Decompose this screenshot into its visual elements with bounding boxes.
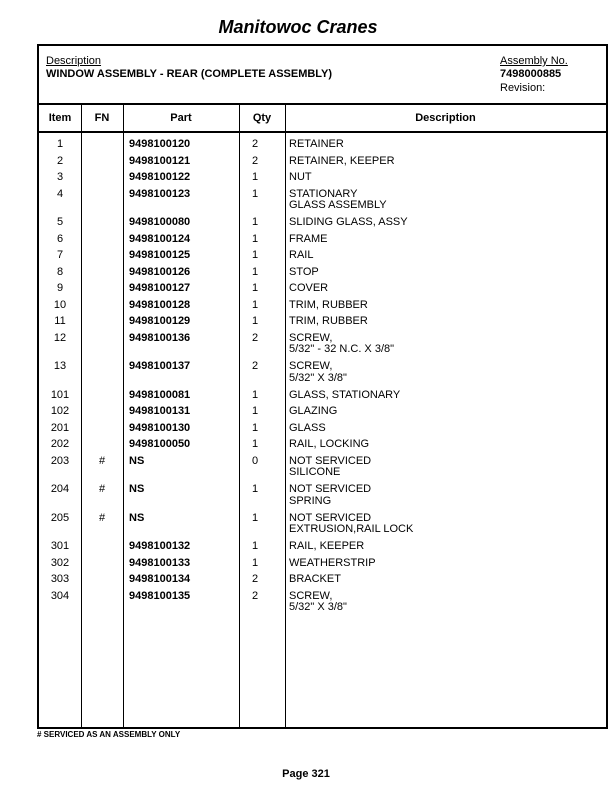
quantity: 1 — [251, 388, 259, 401]
part-number: 9498100129 — [129, 315, 191, 327]
part-description: STOP — [289, 265, 319, 278]
parts-table-body — [39, 139, 606, 619]
quantity: 2 — [251, 331, 259, 344]
fn-mark: # — [98, 483, 106, 495]
part-number: 9498100135 — [129, 589, 191, 602]
table-row — [39, 406, 606, 423]
part-description: GLASS — [289, 421, 326, 434]
assembly-header — [39, 46, 606, 105]
part-number: NS — [129, 483, 145, 495]
table-row — [39, 456, 606, 485]
part-description-line2: 5/32" - 32 N.C. X 3/8" — [289, 343, 395, 355]
column-header-part: Part — [170, 112, 192, 124]
item-number: 204 — [50, 483, 70, 495]
quantity: 1 — [251, 421, 259, 434]
item-number: 201 — [50, 421, 70, 434]
quantity: 2 — [251, 573, 259, 585]
quantity: 1 — [251, 265, 259, 278]
part-description: SCREW, — [289, 331, 333, 344]
part-number: 9498100081 — [129, 388, 191, 401]
item-number: 4 — [56, 187, 64, 200]
table-row — [39, 513, 606, 542]
part-description: FRAME — [289, 232, 328, 245]
part-number: 9498100132 — [129, 540, 191, 552]
quantity: 2 — [251, 360, 259, 372]
quantity: 1 — [251, 298, 259, 311]
part-number: 9498100124 — [129, 232, 191, 245]
part-number: 9498100133 — [129, 556, 191, 569]
item-number: 5 — [56, 216, 64, 228]
item-number: 11 — [54, 315, 66, 327]
part-description: RETAINER — [289, 138, 344, 150]
table-row — [39, 250, 606, 267]
part-description-line2: SILICONE — [289, 466, 341, 478]
table-row — [39, 217, 606, 234]
table-row — [39, 361, 606, 390]
table-row — [39, 234, 606, 251]
part-description-line2: GLASS ASSEMBLY — [289, 199, 387, 211]
item-number: 205 — [50, 511, 70, 524]
part-description: GLASS, STATIONARY — [289, 388, 401, 401]
fn-mark: # — [98, 511, 106, 524]
quantity: 1 — [251, 540, 259, 552]
item-number: 102 — [50, 405, 70, 417]
item-number: 9 — [56, 282, 64, 294]
item-number: 301 — [50, 540, 70, 552]
item-number: 10 — [53, 298, 67, 311]
part-number: NS — [129, 511, 145, 524]
part-number: 9498100127 — [129, 282, 191, 294]
item-number: 12 — [53, 331, 67, 344]
table-row — [39, 390, 606, 407]
part-description: RAIL — [289, 249, 314, 261]
fn-mark: # — [98, 454, 106, 467]
part-description: RETAINER, KEEPER — [289, 154, 395, 167]
part-number: 9498100122 — [129, 171, 191, 183]
part-description: RAIL, LOCKING — [289, 438, 370, 450]
part-description: BRACKET — [289, 573, 341, 585]
part-description: SCREW, — [289, 360, 333, 372]
quantity: 2 — [251, 138, 259, 150]
part-description-line2: EXTRUSION,RAIL LOCK — [289, 523, 414, 535]
part-description: NOT SERVICED — [289, 454, 372, 467]
quantity: 1 — [251, 511, 259, 524]
part-description: SCREW, — [289, 589, 333, 602]
table-row — [39, 283, 606, 300]
part-description: TRIM, RUBBER — [289, 315, 368, 327]
quantity: 1 — [251, 187, 259, 200]
table-row — [39, 139, 606, 156]
table-row — [39, 267, 606, 284]
table-row — [39, 591, 606, 620]
item-number: 2 — [56, 154, 64, 167]
part-description: SLIDING GLASS, ASSY — [289, 216, 408, 228]
part-description: RAIL, KEEPER — [289, 540, 365, 552]
part-number: 9498100120 — [129, 138, 191, 150]
table-row — [39, 439, 606, 456]
item-number: 13 — [53, 360, 67, 372]
part-number: 9498100080 — [129, 216, 191, 228]
item-number: 203 — [50, 454, 70, 467]
item-number: 101 — [50, 388, 70, 401]
quantity: 1 — [251, 556, 259, 569]
table-row — [39, 574, 606, 591]
quantity: 2 — [251, 589, 259, 602]
quantity: 1 — [251, 249, 259, 261]
page-title: Manitowoc Cranes — [218, 17, 378, 37]
description-label: Description — [46, 55, 102, 67]
part-number: 9498100125 — [129, 249, 191, 261]
quantity: 1 — [251, 315, 259, 327]
assembly-description: WINDOW ASSEMBLY - REAR (COMPLETE ASSEMBLY) — [46, 68, 333, 80]
parts-list-frame — [37, 44, 608, 729]
part-number: 9498100050 — [129, 438, 191, 450]
part-description-line2: 5/32" X 3/8" — [289, 601, 347, 613]
part-number: 9498100130 — [129, 421, 191, 434]
part-number: 9498100134 — [129, 573, 191, 585]
item-number: 302 — [50, 556, 70, 569]
part-description: GLAZING — [289, 405, 338, 417]
item-number: 8 — [56, 265, 64, 278]
part-description: NOT SERVICED — [289, 483, 372, 495]
footnote: # SERVICED AS AN ASSEMBLY ONLY — [37, 730, 181, 739]
part-description: COVER — [289, 282, 329, 294]
part-description: NUT — [289, 171, 312, 183]
table-row — [39, 423, 606, 440]
part-description-line2: SPRING — [289, 494, 332, 507]
table-row — [39, 300, 606, 317]
table-row — [39, 484, 606, 513]
item-number: 303 — [50, 573, 70, 585]
quantity: 0 — [251, 454, 259, 467]
column-header-description: Description — [415, 112, 476, 124]
item-number: 304 — [50, 589, 70, 602]
quantity: 1 — [251, 216, 259, 228]
part-number: 9498100136 — [129, 331, 191, 344]
table-row — [39, 558, 606, 575]
page-number: Page 321 — [282, 768, 330, 780]
column-header-item: Item — [48, 112, 72, 124]
column-header-row — [39, 105, 606, 133]
quantity: 1 — [251, 483, 259, 495]
table-row — [39, 333, 606, 362]
part-description-line2: 5/32" X 3/8" — [289, 371, 347, 384]
assembly-number: 7498000885 — [500, 68, 562, 80]
item-number: 3 — [56, 171, 64, 183]
part-description: STATIONARY — [289, 187, 358, 200]
quantity: 1 — [251, 438, 259, 450]
part-description: WEATHERSTRIP — [289, 556, 376, 569]
quantity: 1 — [251, 405, 259, 417]
part-number: 9498100123 — [129, 187, 191, 200]
quantity: 1 — [251, 171, 259, 183]
column-header-qty: Qty — [252, 112, 272, 124]
table-row — [39, 156, 606, 173]
table-row — [39, 541, 606, 558]
part-number: 9498100126 — [129, 265, 191, 278]
part-description: NOT SERVICED — [289, 511, 372, 524]
part-number: NS — [129, 454, 145, 467]
item-number: 202 — [50, 438, 70, 450]
part-number: 9498100128 — [129, 298, 191, 311]
part-number: 9498100137 — [129, 360, 191, 372]
quantity: 1 — [251, 282, 259, 294]
item-number: 6 — [56, 232, 64, 245]
quantity: 1 — [251, 232, 259, 245]
part-number: 9498100121 — [129, 154, 191, 167]
table-row — [39, 172, 606, 189]
item-number: 1 — [56, 138, 64, 150]
table-row — [39, 316, 606, 333]
quantity: 2 — [251, 154, 259, 167]
part-description: TRIM, RUBBER — [289, 298, 368, 311]
column-header-fn: FN — [94, 112, 110, 124]
table-row — [39, 189, 606, 218]
item-number: 7 — [56, 249, 64, 261]
assembly-number-label: Assembly No. — [500, 55, 568, 67]
revision-label: Revision: — [500, 82, 546, 94]
part-number: 9498100131 — [129, 405, 191, 417]
